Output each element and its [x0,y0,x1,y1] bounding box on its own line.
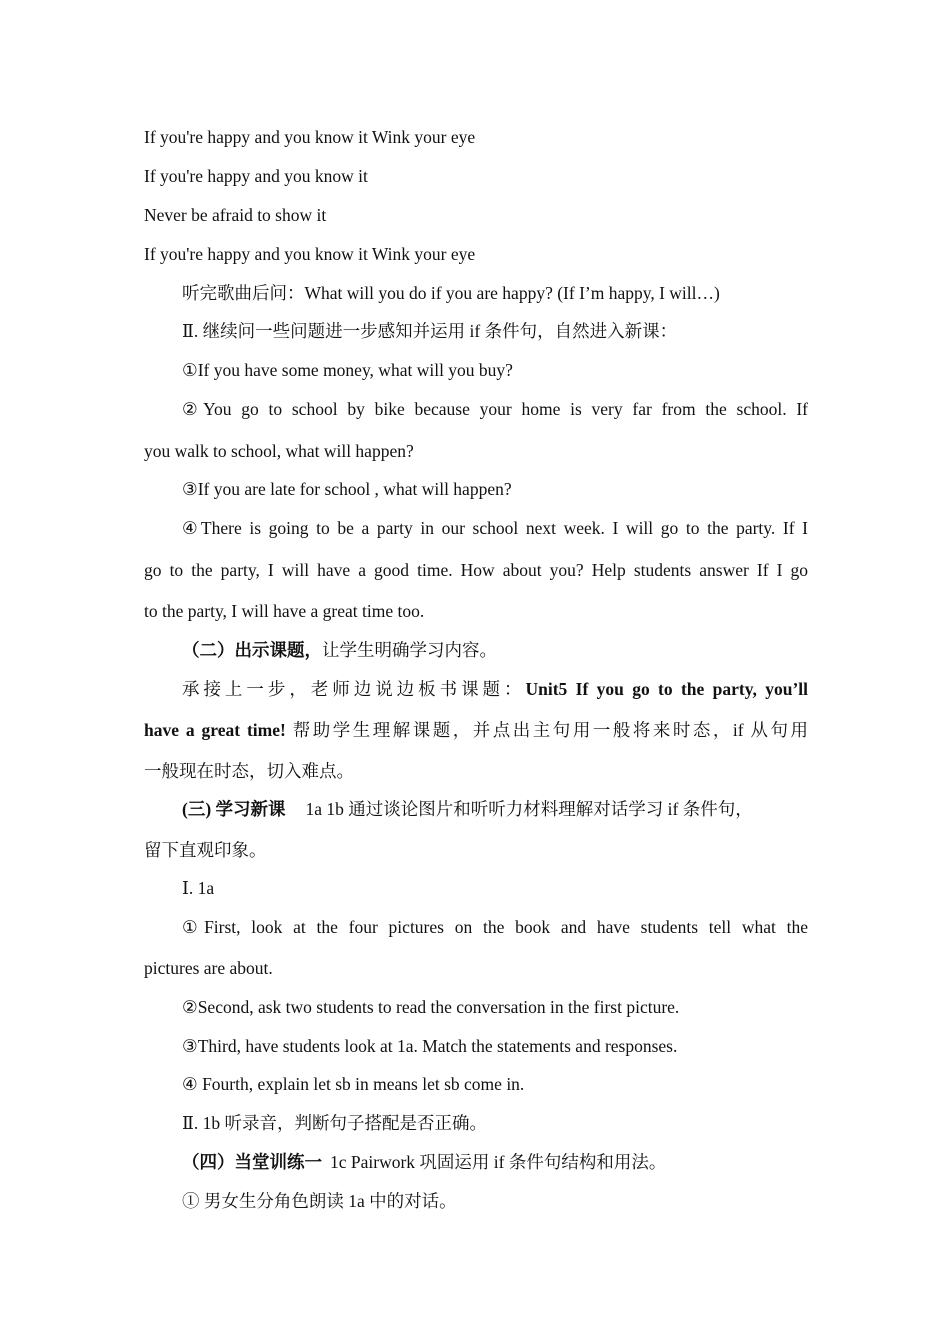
question-3: ③If you are late for school , what will happen? [182,479,512,499]
question-2-line-1: ②You go to school by bike because your home is very far from the school. If [182,399,808,419]
step-3: ③Third, have students look at 1a. Match the statements and responses. [182,1036,678,1056]
unit-title-part-1: Unit5 If you go to the party, you’ll [525,679,809,699]
section-3-heading-rest: 1a 1b 通过谈论图片和听听力材料理解对话学习 if 条件句， [305,799,753,819]
section-4-heading-line [182,1151,808,1173]
question-1: ①If you have some money, what will you buy? [182,360,513,380]
warmup-step-2: Ⅱ. 继续问一些问题进一步感知并运用 if 条件句，自然进入新课： [182,321,678,341]
step-4: ④ Fourth, explain let sb in means let sb come in. [182,1074,525,1094]
section-4-heading: （四）当堂训练一 [182,1152,322,1172]
section-2-after-title: 帮助学生理解课题，并点出主句用一般将来时态，if 从句用 [285,720,808,740]
step-2: ②Second, ask two students to read the conversation in the first picture. [182,997,680,1017]
unit-title-part-2: have a great time! [144,720,286,740]
question-4-line-1: ④There is going to be a party in our school next week. I will go to the party. If I [182,518,808,538]
section-2-line-3: 一般现在时态，切入难点。 [144,761,354,781]
step-1-line-2: pictures are about. [144,958,273,978]
section-2-heading-rest: 让学生明确学习内容。 [322,640,497,660]
step-1-line-1: ①First, look at the four pictures on the book and have students tell what the [182,917,808,937]
after-song-question: 听完歌曲后问：What will you do if you are happy? (If I’m happy, I will…) [182,283,720,303]
section-3-heading: (三) 学习新课 [182,799,286,819]
section-2-intro-line [182,678,808,700]
section-3-line-2: 留下直观印象。 [144,840,267,860]
song-line-3: Never be afraid to show it [144,205,327,225]
song-line-1: If you're happy and you know it Wink your eye [144,127,476,147]
song-line-2: If you're happy and you know it [144,166,368,186]
section-2-title-line [144,719,808,741]
section-4-step-1: ① 男女生分角色朗读 1a 中的对话。 [182,1191,457,1211]
section-4-heading-rest: 1c Pairwork 巩固运用 if 条件句结构和用法。 [330,1152,667,1172]
section-2-heading-line [182,639,808,661]
section-2-intro: 承接上一步，老师边说边板书课题： [182,679,526,699]
question-4-line-3: to the party, I will have a great time too. [144,601,425,621]
part-1-label: Ⅰ. 1a [182,878,215,898]
question-4-line-2: go to the party, I will have a good time. How about you? Help students answer If I go [144,560,808,580]
section-2-heading: （二）出示课题， [182,640,322,660]
question-2-line-2: you walk to school, what will happen? [144,441,414,461]
part-2-label: Ⅱ. 1b 听录音，判断句子搭配是否正确。 [182,1113,488,1133]
section-3-heading-line [182,798,822,820]
song-line-4: If you're happy and you know it Wink your eye [144,244,476,264]
